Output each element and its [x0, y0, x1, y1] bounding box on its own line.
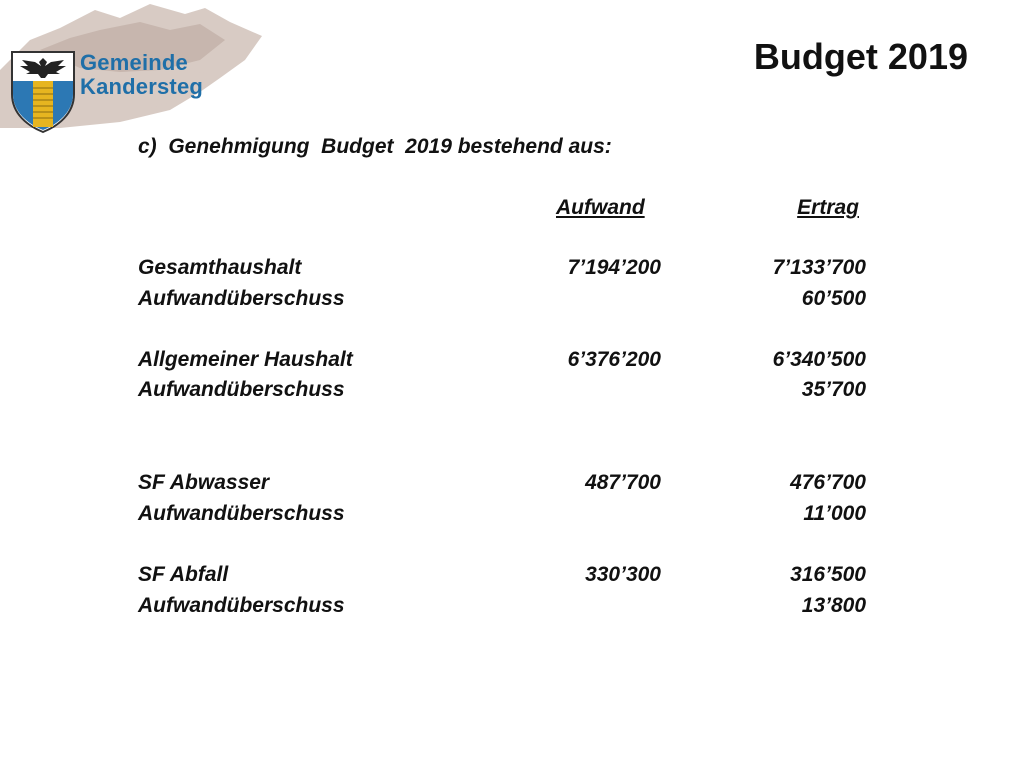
row-label: Gesamthaushalt [138, 256, 302, 279]
row-ertrag: 11’000 [803, 502, 866, 525]
row-aufwand: 330’300 [585, 563, 661, 586]
municipality-logo [0, 0, 270, 130]
row-label: Aufwandüberschuss [138, 502, 345, 525]
row-ertrag: 6’340’500 [772, 348, 866, 371]
row-label: SF Abfall [138, 563, 229, 586]
table-row [138, 594, 868, 624]
table-row [138, 256, 868, 286]
row-label: Aufwandüberschuss [138, 594, 345, 617]
table-row [138, 471, 868, 501]
column-header-ertrag: Ertrag [797, 196, 859, 219]
table-row [138, 502, 868, 532]
row-ertrag: 60’500 [801, 287, 866, 310]
row-ertrag: 316’500 [790, 563, 866, 586]
table-row [138, 378, 868, 408]
coat-of-arms-icon [8, 48, 88, 138]
row-aufwand: 6’376’200 [567, 348, 661, 371]
row-ertrag: 13’800 [801, 594, 866, 617]
row-label: Aufwandüberschuss [138, 378, 345, 401]
row-label: Allgemeiner Haushalt [138, 348, 353, 371]
row-ertrag: 476’700 [790, 471, 866, 494]
column-header-aufwand: Aufwand [556, 196, 645, 219]
logo-line-kandersteg: Kandersteg [80, 74, 204, 99]
row-label: Aufwandüberschuss [138, 287, 345, 310]
logo-line-gemeinde: Gemeinde [80, 50, 188, 75]
table-row [138, 348, 868, 378]
table-row [138, 287, 868, 317]
row-ertrag: 35’700 [801, 378, 866, 401]
row-aufwand: 7’194’200 [567, 256, 661, 279]
row-aufwand: 487’700 [585, 471, 661, 494]
page-title: Budget 2019 [753, 36, 968, 77]
subtitle: c) Genehmigung Budget 2019 bestehend aus: [138, 135, 612, 158]
row-ertrag: 7’133’700 [772, 256, 866, 279]
row-label: SF Abwasser [138, 471, 270, 494]
table-row [138, 563, 868, 593]
